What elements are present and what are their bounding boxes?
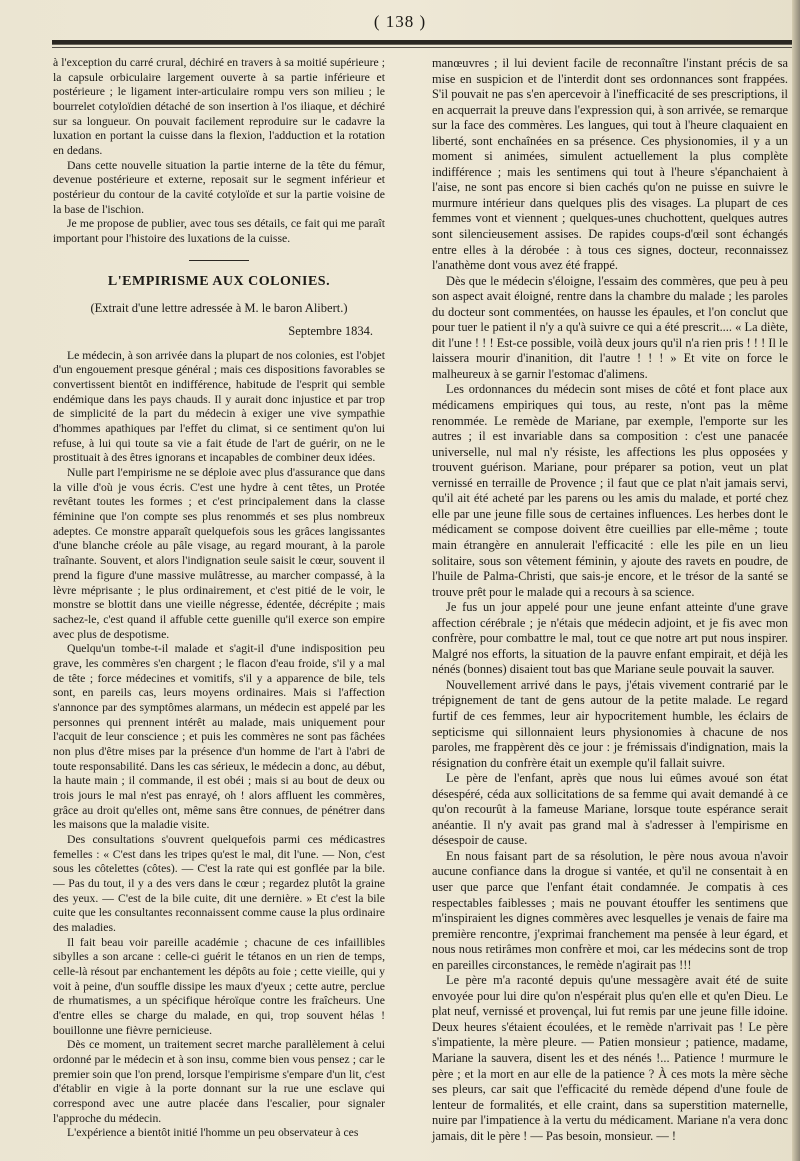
intro-paragraph: à l'exception du carré crural, déchiré en travers à sa moitié supérieure ; la capsule orbiculaire largement ouverte à sa partie inférieure et postérieure ; le ligament inter-articulaire rompu vers son milieu ; le bourrelet cotyloïdien détaché de son insertion à l'os iliaque, et déchiré sur sa longueur. On pouvait facilement reproduire sur le cadavre la luxation en portant la cuisse dans la flexion, l'adduction et la rotation en dedans. (53, 56, 385, 158)
article-paragraph: Il fait beau voir pareille académie ; chacune de ces infaillibles sibylles a son arcane : celle-ci guérit le tétanos en un rien de temps, celle-là résout par enchantement les dépôts au foie ; cette vieille, qui y voit à peine, d'un souffle dissipe les maux d'yeux ; cette autre, perclue de rhumatismes, a un spécifique héroïque contre les fraîcheurs. Une d'entre elles se charge du malade, en qui, trop souvent hélas ! bouillonne une fièvre pernicieuse. (53, 935, 385, 1037)
section-divider (189, 260, 249, 261)
article-paragraph: Le père de l'enfant, après que nous lui eûmes avoué son état désespéré, céda aux sollicitations de sa femme qui avait demandé à ce qu'on recourût à la fameuse Mariane, lorsque toute espérance serait anéantie. Il n'y avait pas grand mal à s'adresser à l'empirisme en désespoir de cause. (432, 771, 788, 848)
article-paragraph: Le père m'a raconté depuis qu'une messagère avait été de suite envoyée pour lui dire qu'on n'espérait plus qu'en elle et qu'en Dieu. Le plat neuf, vernissé et provençal, lui fut remis par une jeune fille idoine. Deux heures s'étaient écoulées, et le remède n'arrivait pas ! Le père s'impatiente, la mère pleure. — Patien monsieur ; patience, madame, Mariane la sauvera, disent les et des nénés !... Patience ! murmure le père ; et la mort en aur elle de la patience ? À ces mots la mère sèche ses pleurs, car sait que l'efficacité du remède dépend d'une foule de lenteur de formalités, et elle craint, dans sa superstition maternelle, nuire par l'impatience à la vertu du médicament. Mariane n'a vera donc jamais, dit le père ! — Pas besoin, monsieur. — ! (432, 973, 788, 1143)
page-edge-shadow (792, 0, 800, 1161)
right-column (432, 56, 788, 1144)
article-title: L'EMPIRISME AUX COLONIES. (107, 273, 331, 289)
intro-paragraph: Je me propose de publier, avec tous ses détails, ce fait qui me paraît important pour l'histoire des luxations de la cuisse. (53, 217, 385, 246)
article-paragraph: L'expérience a bientôt initié l'homme un peu observateur à ces (67, 1126, 359, 1140)
article-paragraph: manœuvres ; il lui devient facile de reconnaître l'instant précis de sa mise en suspicion et de l'interdit dont ses ordonnances sont frappées. S'il pouvait ne pas s'en apercevoir à l'inefficacité de ses prescriptions, il en acquerrait la preuve dans l'expression qui, à son arrivée, se remarque sur la face des commères. Les langues, qui tout à l'heure claquaient en liberté, sont enchaînées en sa présence. Ces physionomies, il y a un moment si animées, simulent actuellement la plus complète indifférence ; mais les sentimens qui tout à l'heure s'épanchaient à l'aise, ne sont pas encore si bien cachés qu'on ne puisse en suivre le murmure intérieur dans quelques plis des visages. La plupart de ces femmes vont et viennent ; quelques-unes chuchottent, quelques autres sont silencieusement assises. De rapides coups-d'œil sont échangés entre elles à la dérobée : à tous ces signes, docteur, reconnaissez l'anathème dont vous avez été frappé. (432, 56, 788, 273)
page-number: ( 138 ) (373, 12, 427, 31)
article-paragraph: Les ordonnances du médecin sont mises de côté et font place aux médicamens empiriques qui tous, au reste, n'ont pas la même renommée. Le remède de Mariane, par exemple, l'emporte sur les autres ; il est invariable dans sa composition : c'est une panacée universelle, nul mal n'y résiste, les affections les plus opposées y trouvent guérison. Mariane, pour préparer sa potion, veut un plat vernissé en terraille de Provence ; il faut que ce plat n'ait jamais servi, qu'il ait été acheté par les parens ou les amis du malade, et porté chez elle par une jeune fille sous de certaines influences. Les herbes dont le médicament se compose doivent être cueillies par elle-même ; toute main étrangère en annulerait l'efficacité : elle les pile en un lieu solitaire, sous son vêtement féminin, y ajoute des ravets en poudre, de l'huile de Palma-Christi, que sais-je encore, et le trésor de la santé se trouve prêt pour le malade qui a recours à sa science. (432, 382, 788, 599)
article-paragraph: Le médecin, à son arrivée dans la plupart de nos colonies, est l'objet d'un engouement presque général ; mais ces dispositions favorables se convertissent bientôt en indifférence, habitude de l'esprit qui semble endémique dans les pays chauds. Il y aurait donc injustice et par trop de simplicité de la part du médecin à exiger une vive sympathie d'hommes apathiques par l'effet du climat, si ce sentiment qu'on lui refuse, à lui qui toute sa vie a fait étude de l'art de guérir, on ne le prostituait à des êtres ignorans et incapables de combiner deux idées. (53, 348, 385, 465)
article-paragraph: Nouvellement arrivé dans le pays, j'étais vivement contrarié par le trépignement de tant de gens autour de la petite malade. Le regard furtif de ces femmes, leur air hypocritement humble, les éclairs de septicisme qui sillonnaient leurs physionomies à chacune de nos paroles, me frappèrent dès ce jour : je frémissais d'indignation, mais la résignation du confrère était un exemple qu'il fallait suivre. (432, 677, 788, 770)
article-dateline: Septembre 1834. (288, 324, 373, 339)
article-paragraph: Dès ce moment, un traitement secret marche parallèlement à celui ordonné par le médecin et à son insu, comme bien vous pensez ; car le premier soin que l'on prend, lorsque l'empirisme s'empare d'un lit, c'est d'établir en vigie à la porte donnant sur la rue une esclave qui correspond avec une autre placée dans l'escalier, pour signaler l'approche du médecin. (53, 1038, 385, 1125)
article-subtitle: (Extrait d'une lettre adressée à M. le baron Alibert.) (90, 301, 348, 316)
article-paragraph: En nous faisant part de sa résolution, le père nous avoua n'avoir aucune confiance dans la drogue si vantée, et qu'il ne consentait à en user que parce que l'enfant était condamnée. Je compatis à ces respectables faiblesses ; mais ne pouvant étouffer les sentimens que m'inspiraient les dignes commères avec lesquelles je venais de faire ma première rencontre, j'exprimai franchement ma pensée à leur égard, et nous nous retirâmes mon confrère et moi, car les médecins sont de trop en pareilles circonstances, le remède n'agirait pas !!! (432, 848, 788, 972)
article-paragraph: Des consultations s'ouvrent quelquefois parmi ces médicastres femelles : « C'est dans les tripes qu'est le mal, dit l'une. — Non, c'est sous les côtelettes (côtes). — C'est la rate qui est gonflée par la bile. — Pas du tout, il y a des vers dans le cœur ; regardez plutôt la graine des yeux. — C'est de la bile cuite, dit une dernière. » Et c'est la bile cuite que les consultantes reconnaissent comme cause la plus ordinaire des maladies. (53, 832, 385, 934)
article-paragraph: Quelqu'un tombe-t-il malade et s'agit-il d'une indisposition peu grave, les commères s'en chargent ; le flacon d'eau froide, s'il y a mal de tête ; force médecines et vomitifs, s'il y a apparence de bile, tels sont, en pareils cas, leurs moyens ordinaires. Mais si l'affection s'annonce par des symptômes alarmans, un médecin est appelé par les personnes qui prennent intérêt au malade, mais uniquement pour l'acquit de leur conscience ; et puis les commères ne sont pas fâchées non plus d'être mises par la présence d'un homme de l'art à l'abri de toute responsabilité. Dans les cas sérieux, le médecin a donc, au début, la haute main ; il commande, il est obéi ; mais si au bout de deux ou trois jours le mal n'est pas enrayé, oh ! alors affluent les commères, grâce au droit qu'elles ont, même sans être connues, de pénétrer dans les maisons que la maladie visite. (53, 642, 385, 832)
article-paragraph: Nulle part l'empirisme ne se déploie avec plus d'assurance que dans la ville d'où je vous écris. C'est une hydre à cent têtes, un Protée revêtant toutes les formes ; et c'est principalement dans la classe féminine que l'on compte ses plus renommés et ses plus nombreux adeptes. Ce monstre apparaît quelquefois sous les grâces langissantes d'une blanche créole au pâle visage, au regard mourant, à la parole traînante. Souvent, et alors l'indignation seule saisit le cœur, souvent il prend la figure d'une massive mulâtresse, au marcher compassé, à la lèvre méprisante ; le plus ordinairement, et c'est pitié de le voir, le monstre se blottit dans une vieille négresse, édentée, décrépite ; mais sachez-le, c'est quand il affuble cette guenille qu'il exerce son empire avec plus de despotisme. (53, 466, 385, 641)
header-rule-thin (52, 47, 792, 48)
article-paragraph: Je fus un jour appelé pour une jeune enfant atteinte d'une grave affection cérébrale ; je n'étais que médecin adjoint, et je fis avec mon confrère, pour combattre le mal, tout ce que notre art put nous inspirer. Malgré nos efforts, la situation de la pauvre enfant empirait, et déjà les nénés (bonnes) disaient tout bas que Mariane seule pouvait la sauver. (432, 600, 788, 677)
header-rule (52, 40, 792, 45)
left-column (53, 56, 385, 1141)
intro-paragraph: Dans cette nouvelle situation la partie interne de la tête du fémur, devenue postérieure et externe, reposait sur le segment inférieur et postérieur du contour de la cavité cotyloïde et sur la partie voisine de la base de l'ischion. (53, 158, 385, 216)
article-paragraph: Dès que le médecin s'éloigne, l'essaim des commères, que peu à peu son aspect avait éloigné, rentre dans la chambre du malade ; les paroles du docteur sont commentées, on hausse les épaules, et l'on conclut que pour tuer le patient il n'y a qu'à suivre ce qui a été prescrit.... « La diète, dit l'une ! ! ! Est-ce possible, voilà deux jours qu'il n'a rien pris ! ! ! Il le laissera mourir d'inanition, dit l'autre ! ! ! » Et vite on force le malheureux à se garnir l'estomac d'alimens. (432, 273, 788, 381)
